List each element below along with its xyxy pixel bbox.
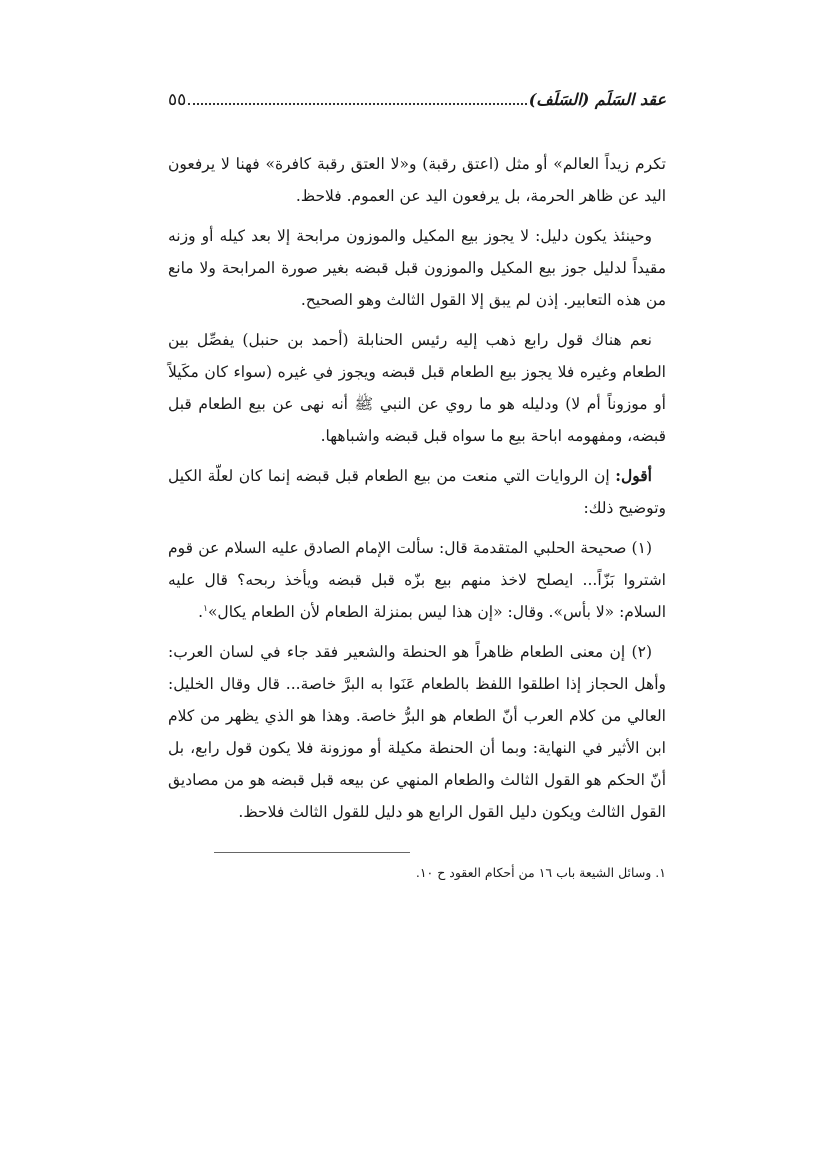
document-page (168, 90, 666, 883)
running-header (168, 90, 666, 122)
footnote-marker[interactable]: ١ (203, 603, 208, 614)
paragraph-text: وحينئذ يكون دليل: لا يجوز بيع المكيل والموزون مرابحة إلا بعد كيله أو وزنه مقيداً لدليل جوز بيع المكيل والموزون قبل قبضه بغير صورة المرابحة ولا مانع من هذه التعابير. إذن لم يبق إلا القول الثالث وهو الصحيح. (168, 227, 666, 309)
footnote-divider (214, 852, 410, 853)
body-text (168, 148, 666, 828)
footnote: ١. وسائل الشيعة باب ١٦ من أحكام العقود ح ١٠. (415, 865, 666, 880)
paragraph-1 (168, 148, 666, 212)
page-number: ٥٥ (168, 90, 187, 110)
header-title: عقد السَلَم (السَلَف) (528, 90, 666, 109)
paragraph-text: إن الروايات التي منعت من بيع الطعام قبل قبضه إنما كان لعلّة الكيل وتوضيح ذلك: (168, 467, 666, 517)
paragraph-text: تكرم زيداً العالم» أو مثل (اعتق رقبة) و«لا العتق رقبة كافرة» فهنا لا يرفعون اليد عن ظاهر الحرمة، بل يرفعون اليد عن العموم. فلاحظ. (168, 155, 666, 205)
paragraph-tail: . (198, 603, 204, 621)
paragraph-3 (168, 324, 666, 452)
paragraph-5 (168, 532, 666, 628)
paragraph-6 (168, 636, 666, 828)
paragraph-2 (168, 220, 666, 316)
paragraph-4 (168, 460, 666, 524)
paragraph-text: (١) صحيحة الحلبي المتقدمة قال: سألت الإمام الصادق عليه السلام عن قوم اشتروا بَزّاً... ايصلح لاخذ منهم بيع بزّه قبل قبضه ويأخذ ربحه؟ قال عليه السلام: «لا بأس». وقال: «إن هذا ليس بمنزلة الطعام لأن الطعام يكال» (168, 539, 666, 621)
header-leader-dots (188, 103, 526, 105)
paragraph-text: نعم هناك قول رابع ذهب إليه رئيس الحنابلة (أحمد بن حنبل) يفصِّل بين الطعام وغيره فلا يجوز بيع الطعام قبل قبضه ويجوز في غيره (سواء كان مكَيلاً أو موزوناً أم لا) ودليله هو ما روي عن النبي ﷺ أنه نهى عن بيع الطعام قبل قبضه، ومفهومه اباحة بيع ما سواه قبل قبضه واشباهها. (168, 331, 666, 445)
paragraph-lead: أقول: (615, 466, 652, 485)
paragraph-text: (٢) إن معنى الطعام ظاهراً هو الحنطة والشعير فقد جاء في لسان العرب: وأهل الحجاز إذا اطلقوا اللفظ بالطعام عَنَوا به البرَّ خاصة... قال وقال الخليل: العالي من كلام العرب أنّ الطعام هو البرُّ خاصة. وهذا هو الذي يظهر من كلام ابن الأثير في النهاية: وبما أن الحنطة مكيلة أو موزونة فلا يكون قول رابع، بل أنّ الحكم هو القول الثالث والطعام المنهي عن بيعه قبل قبضه هو من مصاديق القول الثالث ويكون دليل القول الرابع هو دليل للقول الثالث فلاحظ. (168, 643, 666, 821)
